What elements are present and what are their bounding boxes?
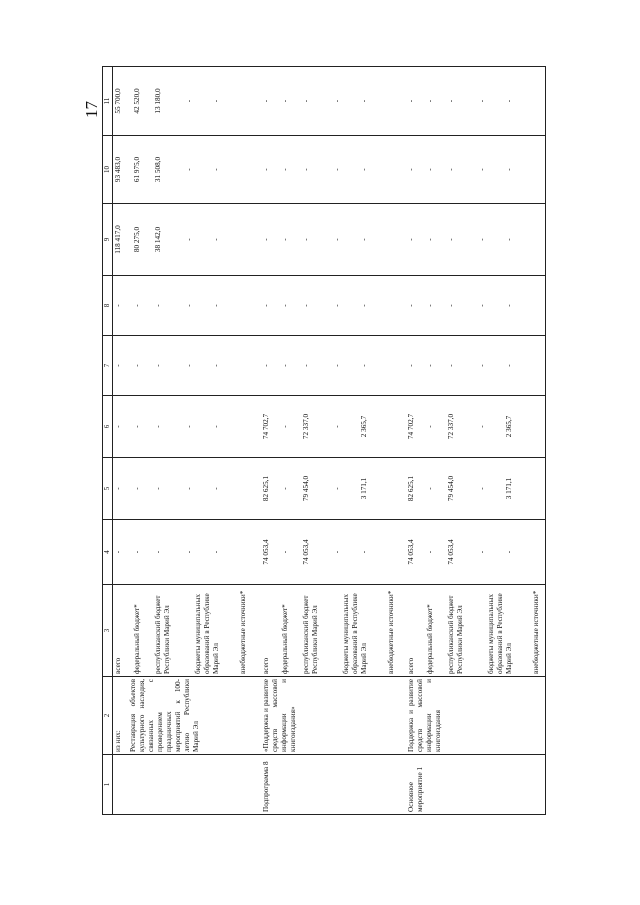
value: 79 454,0 — [446, 475, 455, 502]
value: - — [477, 238, 486, 241]
header-row — [103, 67, 113, 815]
value: 74 053,4 — [446, 539, 455, 565]
program-title-cell — [406, 677, 546, 755]
value-cell-col-5 — [113, 458, 261, 520]
value-cell-col-6 — [261, 396, 406, 458]
value: - — [280, 487, 289, 490]
program-title: «Поддержка и развитие средств массовой информации и книгоиздания» — [261, 679, 297, 752]
value: - — [133, 487, 141, 490]
value: 82 625,1 — [261, 475, 270, 502]
value: 74 702,7 — [261, 413, 270, 440]
value: - — [406, 364, 415, 367]
value: - — [154, 425, 162, 428]
value-cell-col-4 — [113, 520, 261, 585]
funding-source: республиканский бюджет Республики Марий Эл — [301, 595, 319, 674]
column-number-5: 5 — [103, 458, 113, 520]
value: - — [261, 304, 270, 307]
value: - — [133, 364, 141, 367]
value: - — [359, 99, 368, 103]
value: - — [261, 168, 270, 171]
value: - — [504, 364, 513, 367]
value: - — [212, 487, 220, 490]
value: - — [425, 238, 434, 241]
value: - — [332, 425, 341, 428]
value: - — [477, 168, 486, 171]
value: - — [280, 238, 289, 241]
funding-sources-cell — [113, 585, 261, 677]
value-cell-col-7 — [113, 336, 261, 396]
value-cell-col-11 — [261, 67, 406, 136]
funding-source: внебюджетные источники* — [531, 590, 540, 674]
value: - — [212, 168, 220, 171]
column-number-7: 7 — [103, 336, 113, 396]
value: - — [425, 168, 434, 171]
value: - — [280, 168, 289, 171]
value: 55 700,0 — [114, 88, 122, 114]
value: - — [212, 99, 220, 103]
page-number: 17 — [82, 101, 101, 118]
value-cell-col-8 — [261, 276, 406, 336]
value: - — [185, 425, 193, 428]
value: 61 975,0 — [133, 156, 141, 183]
subitem-intro: из них: — [114, 730, 122, 752]
value: - — [406, 99, 415, 103]
value: - — [154, 550, 162, 554]
value: - — [446, 304, 455, 307]
funding-source: республиканский бюджет Республики Марий Эл — [154, 595, 171, 674]
program-title: Реставрация объектов культурного наследия, связанных с проведением праздничных мероприятий к 100-летию Республики Марий Эл — [129, 679, 200, 752]
value: 74 053,4 — [406, 539, 415, 565]
value: - — [477, 304, 486, 307]
value: - — [425, 487, 434, 490]
value: - — [133, 425, 141, 428]
value: - — [114, 304, 122, 307]
value: - — [261, 364, 270, 367]
value-cell-col-6 — [406, 396, 546, 458]
value: - — [185, 487, 193, 490]
value: - — [477, 99, 486, 103]
funding-source: бюджеты муниципальных образований в Республике Марий Эл — [194, 593, 220, 674]
value: - — [359, 364, 368, 367]
value: - — [133, 304, 141, 307]
funding-source: республиканский бюджет Республики Марий Эл — [446, 595, 464, 674]
value: - — [359, 238, 368, 241]
value: 2 365,7 — [359, 415, 368, 438]
funding-source: бюджеты муниципальных образований в Республике Марий Эл — [341, 593, 368, 674]
value-cell-col-8 — [113, 276, 261, 336]
value: - — [114, 364, 122, 367]
value-cell-col-9 — [113, 204, 261, 276]
value: - — [114, 550, 122, 554]
value: 93 483,0 — [114, 156, 122, 183]
value: 72 337,0 — [301, 413, 310, 440]
value: - — [114, 425, 122, 428]
value-cell-col-10 — [261, 136, 406, 204]
value: - — [301, 168, 310, 171]
value: - — [261, 99, 270, 103]
value: 2 365,7 — [504, 415, 513, 438]
value: - — [504, 550, 513, 554]
value: 13 180,0 — [154, 88, 162, 114]
value: - — [332, 364, 341, 367]
value: - — [332, 168, 341, 171]
value: 74 702,7 — [406, 413, 415, 440]
funding-source: внебюджетные источники* — [239, 590, 247, 674]
value: - — [185, 99, 193, 103]
value: - — [114, 487, 122, 490]
funding-source: внебюджетные источники* — [386, 590, 395, 674]
value: - — [212, 238, 220, 241]
program-title: Поддержка и развитие средств массовой информации и книгоиздания — [406, 679, 442, 752]
table-row — [261, 67, 406, 815]
value-cell-col-10 — [113, 136, 261, 204]
value: - — [359, 304, 368, 307]
value: 38 142,0 — [154, 226, 162, 253]
funding-source: бюджеты муниципальных образований в Республике Марий Эл — [486, 593, 513, 674]
funding-sources-cell — [261, 585, 406, 677]
value: - — [154, 487, 162, 490]
value: - — [477, 550, 486, 554]
value: - — [212, 304, 220, 307]
value: - — [425, 550, 434, 554]
value: - — [280, 425, 289, 428]
column-number-2: 2 — [103, 677, 113, 755]
value: - — [280, 304, 289, 307]
table-row — [406, 67, 546, 815]
value: - — [425, 99, 434, 103]
value: - — [301, 304, 310, 307]
table-header — [103, 67, 113, 815]
value: - — [212, 425, 220, 428]
value: 82 625,1 — [406, 475, 415, 502]
value: 72 337,0 — [446, 413, 455, 440]
value: - — [446, 238, 455, 241]
program-code-cell — [113, 755, 261, 815]
value: - — [332, 238, 341, 241]
value: - — [425, 304, 434, 307]
value: - — [212, 550, 220, 554]
value: - — [154, 364, 162, 367]
value: - — [301, 238, 310, 241]
value-cell-col-4 — [406, 520, 546, 585]
value-cell-col-9 — [261, 204, 406, 276]
value: - — [446, 168, 455, 171]
column-number-1: 1 — [103, 755, 113, 815]
value: - — [185, 168, 193, 171]
value: 118 417,0 — [114, 225, 122, 254]
column-number-4: 4 — [103, 520, 113, 585]
value-cell-col-5 — [261, 458, 406, 520]
value: - — [477, 487, 486, 490]
value: - — [406, 168, 415, 171]
value: - — [504, 238, 513, 241]
funding-source: всего — [114, 657, 122, 674]
column-number-9: 9 — [103, 204, 113, 276]
value: 74 053,4 — [301, 539, 310, 565]
table-body — [113, 67, 546, 815]
value-cell-col-4 — [261, 520, 406, 585]
value: - — [332, 304, 341, 307]
value-cell-col-6 — [113, 396, 261, 458]
funding-source: федеральный бюджет* — [425, 604, 434, 674]
value: - — [280, 99, 289, 103]
value: - — [301, 99, 310, 103]
value: - — [154, 304, 162, 307]
value: - — [212, 364, 220, 367]
program-title-cell — [113, 677, 261, 755]
value: - — [446, 99, 455, 103]
value: - — [359, 168, 368, 171]
column-number-8: 8 — [103, 276, 113, 336]
value: 42 520,0 — [133, 88, 141, 114]
value: - — [477, 425, 486, 428]
value-cell-col-7 — [406, 336, 546, 396]
column-number-10: 10 — [103, 136, 113, 204]
funding-source: всего — [406, 657, 415, 674]
value-cell-col-7 — [261, 336, 406, 396]
value: - — [185, 364, 193, 367]
value: - — [332, 550, 341, 554]
column-number-6: 6 — [103, 396, 113, 458]
value: 31 508,0 — [154, 156, 162, 183]
value-cell-col-11 — [113, 67, 261, 136]
program-code-cell: Основное мероприятие 1 — [406, 755, 546, 815]
table-row — [113, 67, 261, 815]
value: - — [133, 550, 141, 554]
value-cell-col-11 — [406, 67, 546, 136]
program-title-cell — [261, 677, 406, 755]
value: - — [359, 550, 368, 554]
value: 74 053,4 — [261, 539, 270, 565]
column-number-11: 11 — [103, 67, 113, 136]
value-cell-col-8 — [406, 276, 546, 336]
funding-source: всего — [261, 657, 270, 674]
value: - — [446, 364, 455, 367]
value-cell-col-10 — [406, 136, 546, 204]
value: - — [332, 487, 341, 490]
value: - — [504, 304, 513, 307]
column-number-3: 3 — [103, 585, 113, 677]
value: 80 275,0 — [133, 226, 141, 253]
funding-source: федеральный бюджет* — [280, 604, 289, 674]
value: 3 171,1 — [359, 477, 368, 500]
value-cell-col-5 — [406, 458, 546, 520]
value: - — [477, 364, 486, 367]
funding-sources-cell — [406, 585, 546, 677]
value: - — [280, 364, 289, 367]
value: - — [185, 550, 193, 554]
value: 3 171,1 — [504, 477, 513, 500]
value: - — [406, 238, 415, 241]
value: - — [261, 238, 270, 241]
program-code-cell: Подпрограмма 8 — [261, 755, 406, 815]
value: - — [406, 304, 415, 307]
value: - — [301, 364, 310, 367]
value: - — [425, 425, 434, 428]
value-cell-col-9 — [406, 204, 546, 276]
value: - — [425, 364, 434, 367]
value: 79 454,0 — [301, 475, 310, 502]
funding-source: федеральный бюджет* — [133, 604, 141, 674]
value: - — [185, 304, 193, 307]
value: - — [332, 99, 341, 103]
value: - — [504, 168, 513, 171]
value: - — [504, 99, 513, 103]
value: - — [185, 238, 193, 241]
budget-table — [102, 66, 546, 815]
value: - — [280, 550, 289, 554]
